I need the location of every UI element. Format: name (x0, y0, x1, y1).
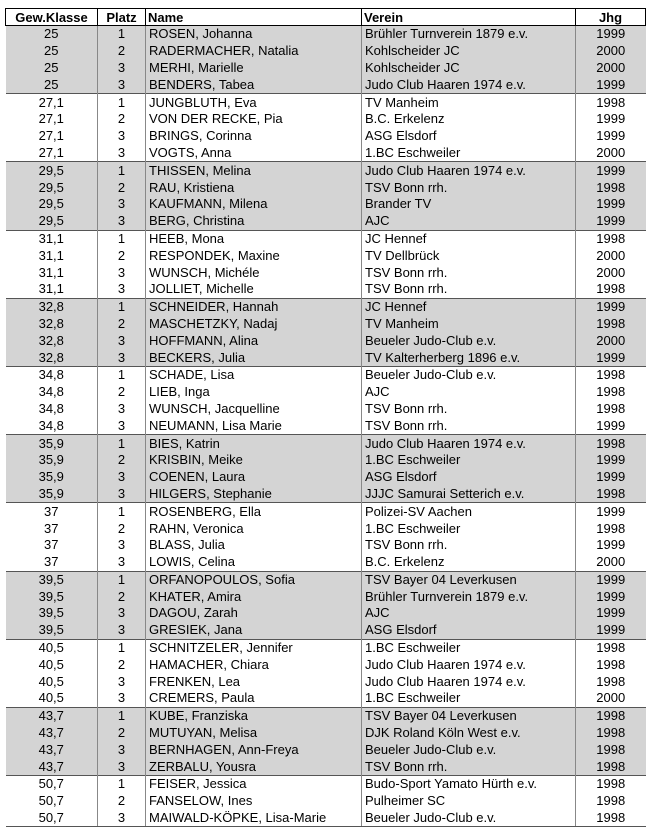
name-cell: RAHN, Veronica (146, 520, 362, 537)
year-cell: 1999 (576, 622, 646, 639)
table-row (6, 230, 646, 247)
place-cell: 1 (98, 707, 146, 724)
weight-class-cell: 34,8 (6, 401, 98, 418)
year-cell: 1998 (576, 230, 646, 247)
weight-class-cell: 29,5 (6, 196, 98, 213)
year-cell: 1999 (576, 469, 646, 486)
name-cell: BERG, Christina (146, 213, 362, 230)
year-cell: 1999 (576, 503, 646, 520)
name-cell: FANSELOW, Ines (146, 793, 362, 810)
club-cell: 1.BC Eschweiler (362, 452, 576, 469)
table-row (6, 758, 646, 775)
year-cell: 2000 (596, 554, 626, 570)
table-row (6, 810, 646, 827)
weight-class-cell: 35,9 (6, 435, 98, 452)
weight-class-cell: 35,9 (6, 486, 98, 503)
year-cell: 1999 (576, 298, 646, 315)
year-cell: 1998 (576, 758, 646, 775)
year-cell: 2000 (596, 247, 626, 263)
place-cell: 3 (98, 76, 146, 93)
club-cell: Brühler Turnverein 1879 e.v. (362, 26, 576, 43)
weight-class-cell: 43,7 (6, 758, 98, 775)
club-cell: B.C. Erkelenz (362, 111, 576, 128)
name-cell: COENEN, Laura (146, 469, 362, 486)
year-cell: 1998 (576, 94, 646, 111)
club-cell: Judo Club Haaren 1974 e.v. (362, 162, 576, 179)
club-cell: TV Manheim (362, 316, 576, 333)
name-cell: DAGOU, Zarah (146, 605, 362, 622)
year-cell: 1998 (576, 366, 646, 383)
place-cell: 1 (98, 776, 146, 793)
club-cell: TSV Bonn rrh. (362, 417, 576, 434)
name-cell: ROSEN, Johanna (146, 26, 362, 43)
weight-class-cell: 34,8 (6, 366, 98, 383)
weight-class-cell: 40,5 (6, 690, 98, 707)
table-row (6, 111, 646, 128)
place-cell: 1 (98, 26, 146, 43)
table-row (6, 452, 646, 469)
name-cell: FEISER, Jessica (146, 776, 362, 793)
year-cell: 1998 (596, 793, 626, 809)
table-row (6, 707, 646, 724)
club-cell: TSV Bonn rrh. (362, 281, 576, 298)
table-row (6, 43, 646, 60)
weight-class-cell: 37 (6, 537, 98, 554)
weight-class-cell: 35,9 (6, 469, 98, 486)
year-cell: 1998 (576, 179, 646, 196)
weight-class-cell: 37 (6, 503, 98, 520)
weight-class-cell: 32,8 (6, 349, 98, 366)
weight-class-cell: 29,5 (6, 162, 98, 179)
year-cell: 1998 (596, 400, 626, 416)
club-cell: B.C. Erkelenz (362, 554, 576, 571)
weight-class-cell: 43,7 (6, 707, 98, 724)
table-row (6, 622, 646, 639)
place-cell: 3 (98, 469, 146, 486)
name-cell: MASCHETZKY, Nadaj (146, 316, 362, 333)
weight-class-cell: 39,5 (6, 622, 98, 639)
club-cell: Polizei-SV Aachen (362, 503, 576, 520)
name-cell: BLASS, Julia (146, 537, 362, 554)
place-cell: 2 (98, 43, 146, 60)
place-cell: 2 (98, 111, 146, 128)
place-cell: 2 (98, 179, 146, 196)
name-cell: LOWIS, Celina (146, 554, 362, 571)
table-row (6, 349, 646, 366)
name-cell: CREMERS, Paula (146, 690, 362, 707)
weight-class-cell: 31,1 (6, 247, 98, 264)
name-cell: LIEB, Inga (146, 384, 362, 401)
table-row (6, 725, 646, 742)
table-row (6, 145, 646, 162)
table-row (6, 793, 646, 810)
name-cell: VON DER RECKE, Pia (146, 111, 362, 128)
year-cell: 2000 (576, 60, 646, 77)
table-row (6, 639, 646, 656)
name-cell: KAUFMANN, Milena (146, 196, 362, 213)
place-cell: 1 (98, 298, 146, 315)
place-cell: 3 (98, 810, 146, 827)
year-cell: 1998 (596, 520, 626, 536)
name-cell: WUNSCH, Jacquelline (146, 401, 362, 418)
weight-class-cell: 39,5 (6, 571, 98, 588)
place-cell: 3 (98, 196, 146, 213)
club-cell: ASG Elsdorf (362, 622, 576, 639)
name-cell: BERNHAGEN, Ann-Freya (146, 741, 362, 758)
name-cell: ORFANOPOULOS, Sofia (146, 571, 362, 588)
name-cell: KHATER, Amira (146, 588, 362, 605)
place-cell: 2 (98, 384, 146, 401)
club-cell: Judo Club Haaren 1974 e.v. (362, 673, 576, 690)
header-row (6, 9, 646, 26)
year-cell: 1999 (596, 128, 626, 144)
year-cell: 2000 (596, 144, 626, 160)
header-name: Name (146, 9, 362, 26)
club-cell: Judo Club Haaren 1974 e.v. (362, 76, 576, 93)
club-cell: 1.BC Eschweiler (362, 520, 576, 537)
weight-class-cell: 32,8 (6, 316, 98, 333)
table-row (6, 503, 646, 520)
table-row (6, 554, 646, 571)
table-row (6, 656, 646, 673)
name-cell: MAIWALD-KÖPKE, Lisa-Marie (146, 810, 362, 827)
club-cell: TV Kalterherberg 1896 e.v. (362, 349, 576, 366)
club-cell: TV Manheim (362, 94, 576, 111)
name-cell: BENDERS, Tabea (146, 76, 362, 93)
club-cell: TSV Bayer 04 Leverkusen (362, 707, 576, 724)
club-cell: 1.BC Eschweiler (362, 145, 576, 162)
year-cell: 1998 (596, 384, 626, 400)
table-row (6, 316, 646, 333)
weight-class-cell: 27,1 (6, 145, 98, 162)
name-cell: SCHNEIDER, Hannah (146, 298, 362, 315)
table-row (6, 384, 646, 401)
year-cell: 1998 (576, 707, 646, 724)
club-cell: Beueler Judo-Club e.v. (362, 332, 576, 349)
club-cell: TSV Bonn rrh. (362, 537, 576, 554)
year-cell: 1999 (596, 111, 626, 127)
place-cell: 3 (98, 486, 146, 503)
weight-class-cell: 39,5 (6, 588, 98, 605)
year-cell: 1999 (576, 76, 646, 93)
weight-class-cell: 40,5 (6, 639, 98, 656)
name-cell: JOLLIET, Michelle (146, 281, 362, 298)
weight-class-cell: 37 (6, 554, 98, 571)
place-cell: 2 (98, 793, 146, 810)
table-row (6, 281, 646, 298)
table-row (6, 213, 646, 230)
header-place: Platz (98, 9, 146, 26)
place-cell: 2 (98, 452, 146, 469)
name-cell: ZERBALU, Yousra (146, 758, 362, 775)
weight-class-cell: 27,1 (6, 111, 98, 128)
name-cell: JUNGBLUTH, Eva (146, 94, 362, 111)
weight-class-cell: 25 (6, 76, 98, 93)
place-cell: 2 (98, 588, 146, 605)
table-row (6, 332, 646, 349)
club-cell: TV Dellbrück (362, 247, 576, 264)
place-cell: 1 (98, 503, 146, 520)
table-row (6, 417, 646, 434)
name-cell: KRISBIN, Meike (146, 452, 362, 469)
place-cell: 3 (98, 401, 146, 418)
place-cell: 1 (98, 94, 146, 111)
name-cell: THISSEN, Melina (146, 162, 362, 179)
place-cell: 1 (98, 435, 146, 452)
results-body (6, 26, 646, 827)
weight-class-cell: 40,5 (6, 656, 98, 673)
place-cell: 3 (98, 758, 146, 775)
year-cell: 1998 (576, 810, 646, 827)
table-row (6, 179, 646, 196)
club-cell: Brander TV (362, 196, 576, 213)
table-row (6, 435, 646, 452)
table-row (6, 401, 646, 418)
year-cell: 1998 (576, 741, 646, 758)
year-cell: 1998 (576, 486, 646, 503)
name-cell: WUNSCH, Michéle (146, 264, 362, 281)
club-cell: DJK Roland Köln West e.v. (362, 725, 576, 742)
club-cell: Budo-Sport Yamato Hürth e.v. (362, 776, 576, 793)
table-row (6, 298, 646, 315)
table-row (6, 776, 646, 793)
place-cell: 3 (98, 349, 146, 366)
table-row (6, 588, 646, 605)
weight-class-cell: 43,7 (6, 741, 98, 758)
year-cell: 1999 (576, 26, 646, 43)
year-cell: 1998 (576, 725, 646, 742)
place-cell: 3 (98, 417, 146, 434)
place-cell: 3 (98, 213, 146, 230)
club-cell: TSV Bonn rrh. (362, 179, 576, 196)
name-cell: ROSENBERG, Ella (146, 503, 362, 520)
name-cell: GRESIEK, Jana (146, 622, 362, 639)
name-cell: RAU, Kristiena (146, 179, 362, 196)
table-row (6, 605, 646, 622)
table-row (6, 264, 646, 281)
weight-class-cell: 40,5 (6, 673, 98, 690)
table-row (6, 520, 646, 537)
club-cell: Brühler Turnverein 1879 e.v. (362, 588, 576, 605)
table-row (6, 741, 646, 758)
weight-class-cell: 50,7 (6, 810, 98, 827)
year-cell: 2000 (576, 332, 646, 349)
club-cell: JC Hennef (362, 230, 576, 247)
club-cell: JJJC Samurai Setterich e.v. (362, 486, 576, 503)
place-cell: 3 (98, 128, 146, 145)
place-cell: 3 (98, 332, 146, 349)
table-row (6, 60, 646, 77)
name-cell: RESPONDEK, Maxine (146, 247, 362, 264)
weight-class-cell: 31,1 (6, 264, 98, 281)
name-cell: MERHI, Marielle (146, 60, 362, 77)
place-cell: 2 (98, 656, 146, 673)
table-row (6, 673, 646, 690)
year-cell: 1998 (576, 776, 646, 793)
year-cell: 1999 (576, 452, 646, 469)
place-cell: 1 (98, 571, 146, 588)
place-cell: 3 (98, 264, 146, 281)
year-cell: 1998 (576, 435, 646, 452)
weight-class-cell: 29,5 (6, 179, 98, 196)
place-cell: 2 (98, 520, 146, 537)
weight-class-cell: 31,1 (6, 281, 98, 298)
place-cell: 1 (98, 162, 146, 179)
club-cell: 1.BC Eschweiler (362, 639, 576, 656)
club-cell: Pulheimer SC (362, 793, 576, 810)
year-cell: 1998 (596, 281, 626, 297)
weight-class-cell: 50,7 (6, 793, 98, 810)
place-cell: 1 (98, 639, 146, 656)
club-cell: TSV Bayer 04 Leverkusen (362, 571, 576, 588)
table-row (6, 94, 646, 111)
table-row (6, 486, 646, 503)
place-cell: 3 (98, 690, 146, 707)
name-cell: MUTUYAN, Melisa (146, 725, 362, 742)
year-cell: 1999 (576, 196, 646, 213)
weight-class-cell: 27,1 (6, 128, 98, 145)
place-cell: 3 (98, 622, 146, 639)
weight-class-cell: 29,5 (6, 213, 98, 230)
name-cell: HAMACHER, Chiara (146, 656, 362, 673)
club-cell: AJC (362, 213, 576, 230)
year-cell: 1998 (596, 673, 626, 689)
table-row (6, 571, 646, 588)
table-row (6, 247, 646, 264)
table-row (6, 76, 646, 93)
year-cell: 1998 (576, 316, 646, 333)
name-cell: FRENKEN, Lea (146, 673, 362, 690)
place-cell: 2 (98, 247, 146, 264)
club-cell: Beueler Judo-Club e.v. (362, 741, 576, 758)
place-cell: 3 (98, 605, 146, 622)
year-cell: 1999 (576, 349, 646, 366)
place-cell: 3 (98, 60, 146, 77)
year-cell: 2000 (576, 43, 646, 60)
club-cell: TSV Bonn rrh. (362, 758, 576, 775)
place-cell: 3 (98, 281, 146, 298)
place-cell: 3 (98, 673, 146, 690)
header-weight-class: Gew.Klasse (6, 9, 98, 26)
club-cell: AJC (362, 384, 576, 401)
club-cell: TSV Bonn rrh. (362, 264, 576, 281)
table-row (6, 162, 646, 179)
place-cell: 1 (98, 230, 146, 247)
weight-class-cell: 25 (6, 26, 98, 43)
name-cell: BECKERS, Julia (146, 349, 362, 366)
club-cell: JC Hennef (362, 298, 576, 315)
name-cell: KUBE, Franziska (146, 707, 362, 724)
club-cell: Judo Club Haaren 1974 e.v. (362, 435, 576, 452)
club-cell: TSV Bonn rrh. (362, 401, 576, 418)
club-cell: 1.BC Eschweiler (362, 690, 576, 707)
place-cell: 2 (98, 316, 146, 333)
year-cell: 1998 (596, 656, 626, 672)
weight-class-cell: 34,8 (6, 384, 98, 401)
weight-class-cell: 37 (6, 520, 98, 537)
year-cell: 1999 (576, 588, 646, 605)
name-cell: BRINGS, Corinna (146, 128, 362, 145)
club-cell: AJC (362, 605, 576, 622)
club-cell: Kohlscheider JC (362, 43, 576, 60)
table-row (6, 469, 646, 486)
weight-class-cell: 39,5 (6, 605, 98, 622)
table-row (6, 537, 646, 554)
place-cell: 3 (98, 145, 146, 162)
place-cell: 3 (98, 741, 146, 758)
year-cell: 1999 (576, 162, 646, 179)
year-cell: 1999 (576, 213, 646, 230)
place-cell: 2 (98, 725, 146, 742)
weight-class-cell: 31,1 (6, 230, 98, 247)
table-row (6, 366, 646, 383)
year-cell: 1999 (596, 417, 626, 433)
year-cell: 1999 (576, 605, 646, 622)
name-cell: HOFFMANN, Alina (146, 332, 362, 349)
club-cell: ASG Elsdorf (362, 469, 576, 486)
weight-class-cell: 43,7 (6, 725, 98, 742)
place-cell: 3 (98, 537, 146, 554)
year-cell: 1999 (576, 571, 646, 588)
club-cell: Judo Club Haaren 1974 e.v. (362, 656, 576, 673)
header-year: Jhg (576, 9, 646, 26)
name-cell: RADERMACHER, Natalia (146, 43, 362, 60)
name-cell: SCHNITZELER, Jennifer (146, 639, 362, 656)
year-cell: 2000 (596, 264, 626, 280)
name-cell: SCHADE, Lisa (146, 366, 362, 383)
weight-class-cell: 50,7 (6, 776, 98, 793)
name-cell: VOGTS, Anna (146, 145, 362, 162)
weight-class-cell: 27,1 (6, 94, 98, 111)
name-cell: HEEB, Mona (146, 230, 362, 247)
year-cell: 2000 (596, 690, 626, 706)
name-cell: NEUMANN, Lisa Marie (146, 417, 362, 434)
table-row (6, 26, 646, 43)
header-club: Verein (362, 9, 576, 26)
weight-class-cell: 25 (6, 43, 98, 60)
table-row (6, 196, 646, 213)
weight-class-cell: 32,8 (6, 298, 98, 315)
weight-class-cell: 32,8 (6, 332, 98, 349)
results-table (5, 8, 646, 827)
place-cell: 1 (98, 366, 146, 383)
weight-class-cell: 25 (6, 60, 98, 77)
table-row (6, 690, 646, 707)
year-cell: 1999 (596, 537, 626, 553)
year-cell: 1998 (576, 639, 646, 656)
results-table-container (5, 8, 646, 827)
club-cell: Kohlscheider JC (362, 60, 576, 77)
weight-class-cell: 35,9 (6, 452, 98, 469)
club-cell: Beueler Judo-Club e.v. (362, 366, 576, 383)
club-cell: ASG Elsdorf (362, 128, 576, 145)
name-cell: BIES, Katrin (146, 435, 362, 452)
place-cell: 3 (98, 554, 146, 571)
table-row (6, 128, 646, 145)
name-cell: HILGERS, Stephanie (146, 486, 362, 503)
weight-class-cell: 34,8 (6, 417, 98, 434)
club-cell: Beueler Judo-Club e.v. (362, 810, 576, 827)
